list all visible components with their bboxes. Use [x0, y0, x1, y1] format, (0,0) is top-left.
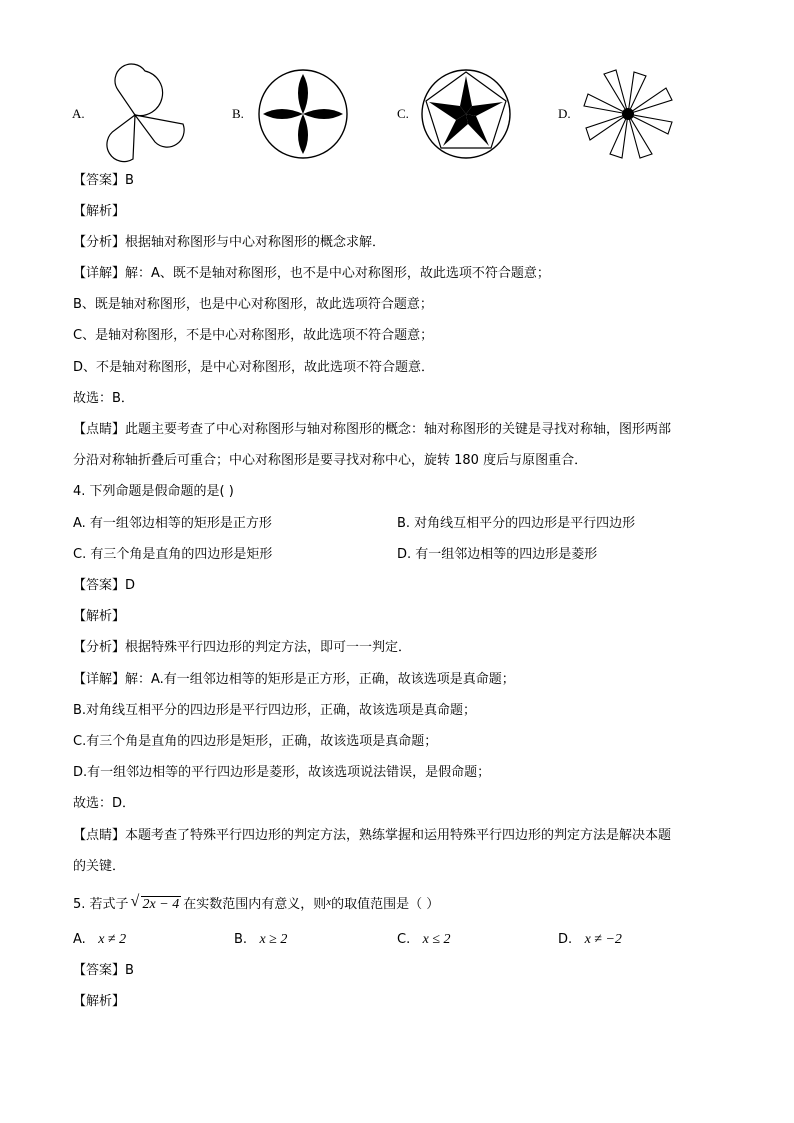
q4-dianjing-line1: 【点睛】本题考查了特殊平行四边形的判定方法，熟练掌握和运用特殊平行四边形的判定方法是解决本题 — [73, 828, 672, 843]
q5-option-d — [558, 930, 622, 950]
q5-option-b-label: B. — [234, 932, 248, 947]
q5-analysis-heading: 【解析】 — [73, 994, 126, 1009]
q4-analysis-heading: 【解析】 — [73, 609, 126, 624]
q5-option-b — [234, 930, 287, 950]
q3-choose: 故选：B． — [73, 391, 134, 406]
q4-option-a: A. 有一组邻边相等的矩形是正方形 — [73, 516, 272, 531]
q5-option-b-expr: x ≥ 2 — [259, 932, 288, 947]
q5-stem — [73, 892, 439, 915]
q5-sqrt-expression — [131, 895, 182, 915]
q4-answer: 【答案】D — [73, 578, 136, 593]
q3-xiangjie: 【详解】解：A、既不是轴对称图形，也不是中心对称图形，故此选项不符合题意； — [73, 266, 550, 281]
figure-d-label: D. — [558, 106, 571, 121]
q3-answer: 【答案】B — [73, 173, 134, 188]
q5-stem-suffix: 的取值范围是（ ） — [331, 897, 440, 912]
q5-option-d-label: D. — [558, 932, 573, 947]
figure-b-label: B. — [232, 106, 244, 121]
q3-line-c: C、是轴对称图形，不是中心对称图形，故此选项不符合题意； — [73, 328, 434, 343]
q5-variable: x — [326, 896, 332, 908]
q4-option-c: C. 有三个角是直角的四边形是矩形 — [73, 547, 273, 562]
q5-option-d-expr: x ≠ −2 — [584, 932, 622, 947]
q3-fenxi: 【分析】根据轴对称图形与中心对称图形的概念求解． — [73, 235, 386, 250]
q5-option-c-label: C. — [397, 932, 411, 947]
q4-line-d: D.有一组邻边相等的平行四边形是菱形，故该选项说法错误，是假命题； — [73, 765, 491, 780]
figure-b-flower-circle — [257, 68, 349, 160]
q5-option-a — [73, 930, 126, 950]
figure-c-label: C. — [397, 106, 409, 121]
q5-answer: 【答案】B — [73, 963, 134, 978]
q5-option-a-expr: x ≠ 2 — [98, 932, 127, 947]
q4-fenxi: 【分析】根据特殊平行四边形的判定方法，即可一一判定． — [73, 640, 412, 655]
q5-option-a-label: A. — [73, 932, 86, 947]
q3-dianjing-line1: 【点睛】此题主要考查了中心对称图形与轴对称图形的概念：轴对称图形的关键是寻找对称轴，图形两部 — [73, 422, 672, 437]
q4-choose: 故选：D． — [73, 796, 136, 811]
figure-c-pentagon-star — [420, 68, 512, 160]
radical-sign-icon: √ — [130, 893, 140, 910]
q5-stem-prefix: 5. 若式子 — [73, 897, 129, 912]
figure-a-label: A. — [72, 106, 85, 121]
q4-dianjing-line2: 的关键． — [73, 859, 126, 874]
q4-line-b: B.对角线互相平分的四边形是平行四边形，正确，故该选项是真命题； — [73, 703, 477, 718]
figure-a-propeller — [95, 62, 195, 166]
q4-option-d: D. 有一组邻边相等的四边形是菱形 — [397, 547, 598, 562]
q3-line-d: D、不是轴对称图形，是中心对称图形，故此选项不符合题意． — [73, 360, 435, 375]
q4-xiangjie: 【详解】解：A.有一组邻边相等的矩形是正方形，正确，故该选项是真命题； — [73, 672, 515, 687]
q3-dianjing-line2: 分沿对称轴折叠后可重合；中心对称图形是要寻找对称中心，旋转 180 度后与原图重合． — [73, 453, 588, 468]
q4-stem: 4. 下列命题是假命题的是( ) — [73, 484, 234, 499]
q4-option-b: B. 对角线互相平分的四边形是平行四边形 — [397, 516, 636, 531]
q3-line-b: B、既是轴对称图形，也是中心对称图形，故此选项符合题意； — [73, 297, 433, 312]
q4-line-c: C.有三个角是直角的四边形是矩形，正确，故该选项是真命题； — [73, 734, 438, 749]
q5-option-c — [397, 930, 451, 950]
q5-option-c-expr: x ≤ 2 — [422, 932, 451, 947]
q3-analysis-heading: 【解析】 — [73, 204, 126, 219]
q5-radicand: 2x − 4 — [142, 897, 180, 912]
figure-d-pinwheel — [582, 68, 676, 162]
q5-stem-middle: 在实数范围内有意义，则 — [183, 897, 327, 912]
